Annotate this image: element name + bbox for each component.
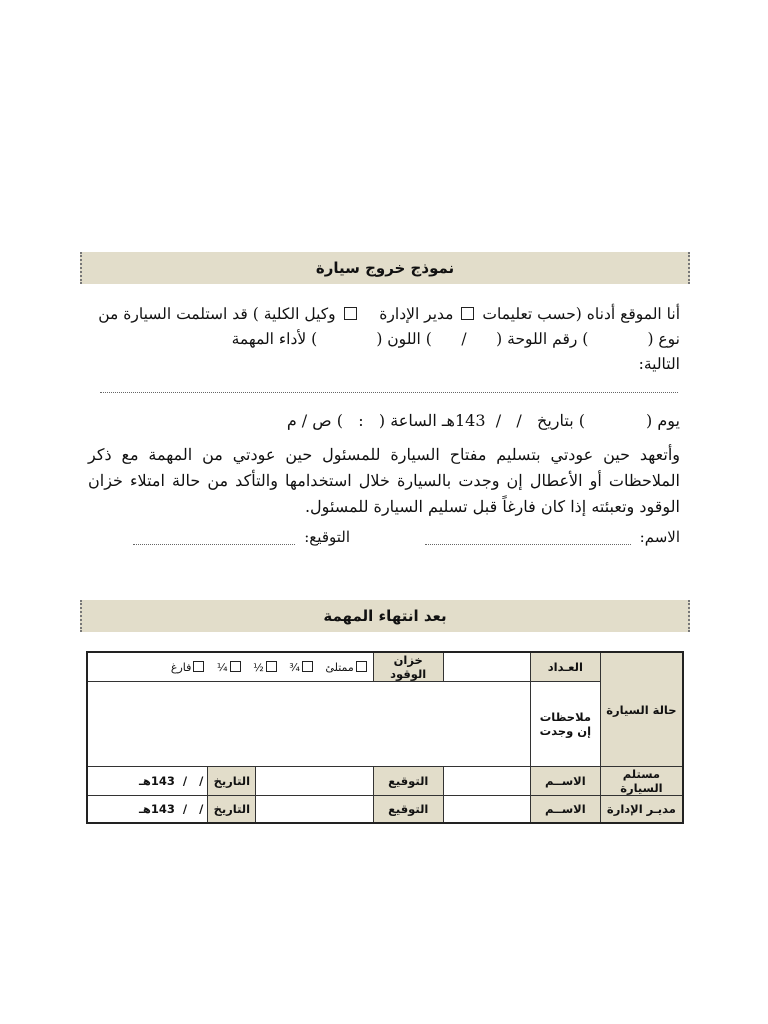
manager-signature-label: التوقيع [373,796,443,824]
notes-label: ملاحظات إن وجدت [530,682,600,767]
car-status-header: حالة السيارة [600,652,683,767]
fuel-empty-label: فارغ [170,660,192,674]
receiver-name-field[interactable] [443,767,530,796]
vice-dean-option-label: وكيل الكلية ) قد استلمت السيارة من [98,305,336,323]
name-field[interactable] [425,544,631,545]
receiver-label: مستلم السيارة [600,767,683,796]
intro-paragraph [88,302,680,377]
name-label: الاسم: [639,528,680,546]
manager-date-label: التاريخ [208,796,256,824]
car-status-table [86,651,684,824]
fuel-empty-checkbox[interactable] [193,661,204,672]
checkbox-manager[interactable] [461,307,474,320]
signature-label: التوقيع: [304,528,350,546]
fuel-full-label: ممتلئ [325,660,354,674]
date-line [88,408,680,433]
receiver-name-label: الاســم [530,767,600,796]
admin-manager-label: مديـر الإدارة [600,796,683,824]
fuel-14-label: ¼ [216,660,228,674]
manager-option-label: مدير الإدارة [379,305,454,323]
receiver-date-field[interactable]: / / 143هـ [87,767,208,796]
task-label: التالية: [638,355,680,373]
fuel-full-checkbox[interactable] [356,661,367,672]
fuel-tank-label: خزان الوقود [373,652,443,682]
date-time-text: يوم ( ) بتاريخ / / 143هـ الساعة ( : ) ص / م [286,411,680,430]
manager-name-field[interactable] [443,796,530,824]
fuel-12-checkbox[interactable] [266,661,277,672]
receiver-signature-field[interactable] [256,767,374,796]
form-title: نموذج خروج سيارة [315,259,455,277]
receiver-signature-label: التوقيع [373,767,443,796]
notes-field[interactable] [87,682,530,767]
manager-name-label: الاســم [530,796,600,824]
intro-text: أنا الموقع أدناه (حسب تعليمات [482,305,680,323]
name-signature-row [88,528,680,550]
signature-field[interactable] [133,544,295,545]
task-dotted-line[interactable] [100,392,678,393]
fuel-level-options [87,652,373,682]
fuel-14-checkbox[interactable] [230,661,241,672]
fuel-34-checkbox[interactable] [302,661,313,672]
form-title-band [80,252,690,284]
after-task-band [80,600,690,632]
odometer-field[interactable] [443,652,530,682]
odometer-label: العـداد [530,652,600,682]
after-task-title: بعد انتهاء المهمة [323,607,447,625]
car-details-line: نوع ( ) رقم اللوحة ( / ) اللون ( ) لأداء المهمة [231,330,680,348]
pledge-paragraph: وأتعهد حين عودتي بتسليم مفتاح السيارة للمسئول حين عودتي من المهمة مع ذكر الملاحظات أو الأعطال إن وجدت بالسيارة خلال استخدامها والتأكد من حالة امتلاء خزان الوقود وتعبئته إذا كان فارغاً قبل تسليم السيارة للمسئول. [88,445,680,516]
receiver-date-label: التاريخ [208,767,256,796]
fuel-12-label: ½ [253,660,264,674]
manager-signature-field[interactable] [256,796,374,824]
manager-date-field[interactable]: / / 143هـ [87,796,208,824]
fuel-34-label: ¾ [289,660,300,674]
checkbox-vice-dean[interactable] [344,307,357,320]
